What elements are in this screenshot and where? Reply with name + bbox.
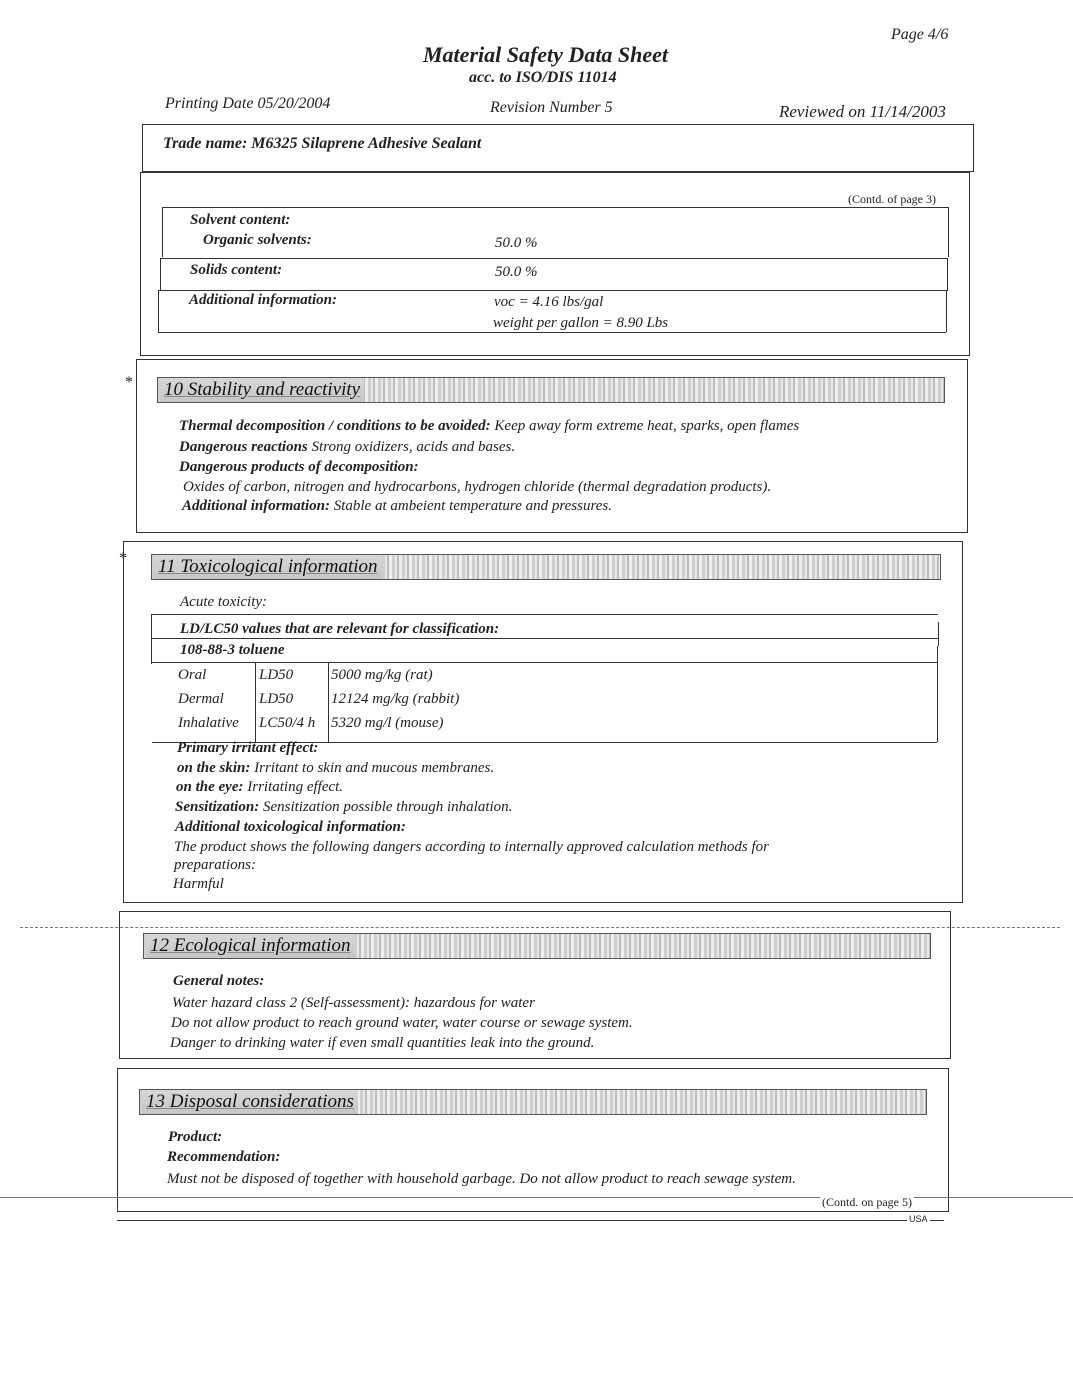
substance-name: 108-88-3 toluene	[180, 642, 285, 658]
type-cell: LD50	[259, 667, 294, 683]
eye-text: Irritating effect.	[247, 779, 344, 795]
region-label: USA	[909, 1214, 928, 1224]
route-cell: Inhalative	[178, 715, 239, 731]
sensitization-label: Sensitization:	[175, 799, 260, 815]
continued-from: (Contd. of page 3)	[848, 192, 936, 206]
section13-title: 13 Disposal considerations	[142, 1090, 358, 1114]
skin-label: on the skin:	[177, 760, 251, 776]
section11-marker: *	[119, 550, 127, 567]
sensitization-text: Sensitization possible through inhalation.	[262, 799, 513, 815]
footer-rule-right	[930, 1220, 944, 1221]
value-cell: 5000 mg/kg (rat)	[331, 667, 433, 683]
solvent-table-left	[162, 207, 163, 257]
additional-info-label: Additional information:	[189, 292, 337, 308]
stability-additional-label: Additional information:	[182, 498, 330, 514]
value-cell: 5320 mg/l (mouse)	[331, 715, 444, 731]
thermal-label: Thermal decomposition / conditions to be avoided:	[179, 418, 491, 434]
tox-table-left	[151, 614, 152, 664]
tox-table-right	[938, 622, 939, 646]
footer-rule	[117, 1220, 907, 1221]
acute-toxicity-label: Acute toxicity:	[180, 594, 268, 610]
additional-tox-text3: Harmful	[173, 876, 224, 892]
document-subtitle: acc. to ISO/DIS 11014	[469, 69, 617, 86]
solvent-table-left3	[158, 290, 159, 332]
revision-number: Revision Number 5	[490, 99, 613, 116]
on-the-eye	[176, 778, 343, 796]
document-title: Material Safety Data Sheet	[423, 42, 669, 67]
dangerous-products	[179, 458, 419, 476]
section11-title: 11 Toxicological information	[154, 555, 382, 579]
section10-header	[157, 377, 945, 403]
table-row	[174, 663, 463, 687]
solvent-table-row1	[160, 258, 948, 259]
product-label: Product:	[168, 1129, 223, 1145]
tox-rows	[174, 663, 463, 735]
solids-content-label: Solids content:	[190, 262, 283, 278]
stability-additional	[182, 497, 612, 515]
on-the-skin	[177, 759, 494, 777]
dangerous-products-label: Dangerous products of decomposition:	[179, 459, 419, 475]
eye-label: on the eye:	[176, 779, 244, 795]
weight-per-gallon: weight per gallon = 8.90 Lbs	[493, 315, 669, 331]
value-cell: 12124 mg/kg (rabbit)	[331, 691, 460, 707]
recommendation-text: Must not be disposed of together with household garbage. Do not allow product to reach sewage system.	[167, 1171, 796, 1187]
organic-solvents-value: 50.0 %	[495, 235, 538, 251]
dangerous-reactions	[179, 438, 515, 456]
solvent-table-top	[162, 207, 949, 208]
thermal-decomposition	[179, 417, 799, 435]
additional-tox-text1: The product shows the following dangers according to internally approved calculation methods for	[174, 839, 769, 855]
eco-line2: Do not allow product to reach ground water, water course or sewage system.	[171, 1015, 633, 1031]
section12-header	[143, 933, 931, 959]
solvent-table-bottom	[158, 332, 946, 333]
reviewed-date: Reviewed on 11/14/2003	[779, 102, 946, 121]
page-number: Page 4/6	[891, 26, 949, 43]
additional-tox-label: Additional toxicological information:	[175, 819, 406, 835]
solvent-table-right2	[947, 258, 948, 290]
solvent-table-left2	[160, 258, 161, 290]
type-cell: LD50	[259, 691, 294, 707]
solvent-content-label: Solvent content:	[190, 212, 291, 228]
thermal-text: Keep away form extreme heat, sparks, open flames	[494, 418, 800, 434]
tox-table-right2	[937, 646, 938, 742]
type-cell: LC50/4 h	[259, 715, 316, 731]
primary-irritant-label: Primary irritant effect:	[177, 740, 319, 756]
tox-table	[174, 663, 463, 735]
section10-title: 10 Stability and reactivity	[160, 378, 364, 402]
voc-value: voc = 4.16 lbs/gal	[494, 294, 604, 310]
eco-line3: Danger to drinking water if even small quantities leak into the ground.	[170, 1035, 595, 1051]
section11-header	[151, 554, 941, 580]
eco-line1: Water hazard class 2 (Self-assessment): hazardous for water	[172, 995, 535, 1011]
route-cell: Dermal	[178, 691, 224, 707]
dangerous-reactions-label: Dangerous reactions	[179, 439, 308, 455]
skin-text: Irritant to skin and mucous membranes.	[254, 760, 495, 776]
solvent-table-right3	[946, 290, 947, 332]
section12-title: 12 Ecological information	[146, 934, 355, 958]
dangerous-reactions-text: Strong oxidizers, acids and bases.	[311, 439, 516, 455]
stability-additional-text: Stable at ambeient temperature and pressures.	[333, 498, 612, 514]
ld-lc50-header: LD/LC50 values that are relevant for classification:	[180, 621, 500, 637]
sensitization	[175, 798, 512, 816]
route-cell: Oral	[178, 667, 207, 683]
printing-date: Printing Date 05/20/2004	[165, 95, 331, 112]
tox-table-top	[151, 614, 938, 615]
trade-name: Trade name: M6325 Silaprene Adhesive Sealant	[163, 135, 482, 152]
continued-on: (Contd. on page 5)	[822, 1195, 912, 1209]
dangerous-products-text: Oxides of carbon, nitrogen and hydrocarbons, hydrogen chloride (thermal degradation products).	[183, 479, 772, 495]
tox-table-row1	[151, 638, 938, 639]
solids-content-value: 50.0 %	[495, 264, 538, 280]
section10-marker: *	[125, 374, 133, 391]
additional-tox-text2: preparations:	[174, 857, 256, 873]
solvent-table-right	[948, 207, 949, 257]
recommendation-label: Recommendation:	[167, 1149, 281, 1165]
table-row	[174, 687, 463, 711]
general-notes-label: General notes:	[173, 973, 265, 989]
section13-header	[139, 1089, 927, 1115]
organic-solvents-label: Organic solvents:	[203, 232, 312, 248]
table-row	[174, 711, 463, 735]
